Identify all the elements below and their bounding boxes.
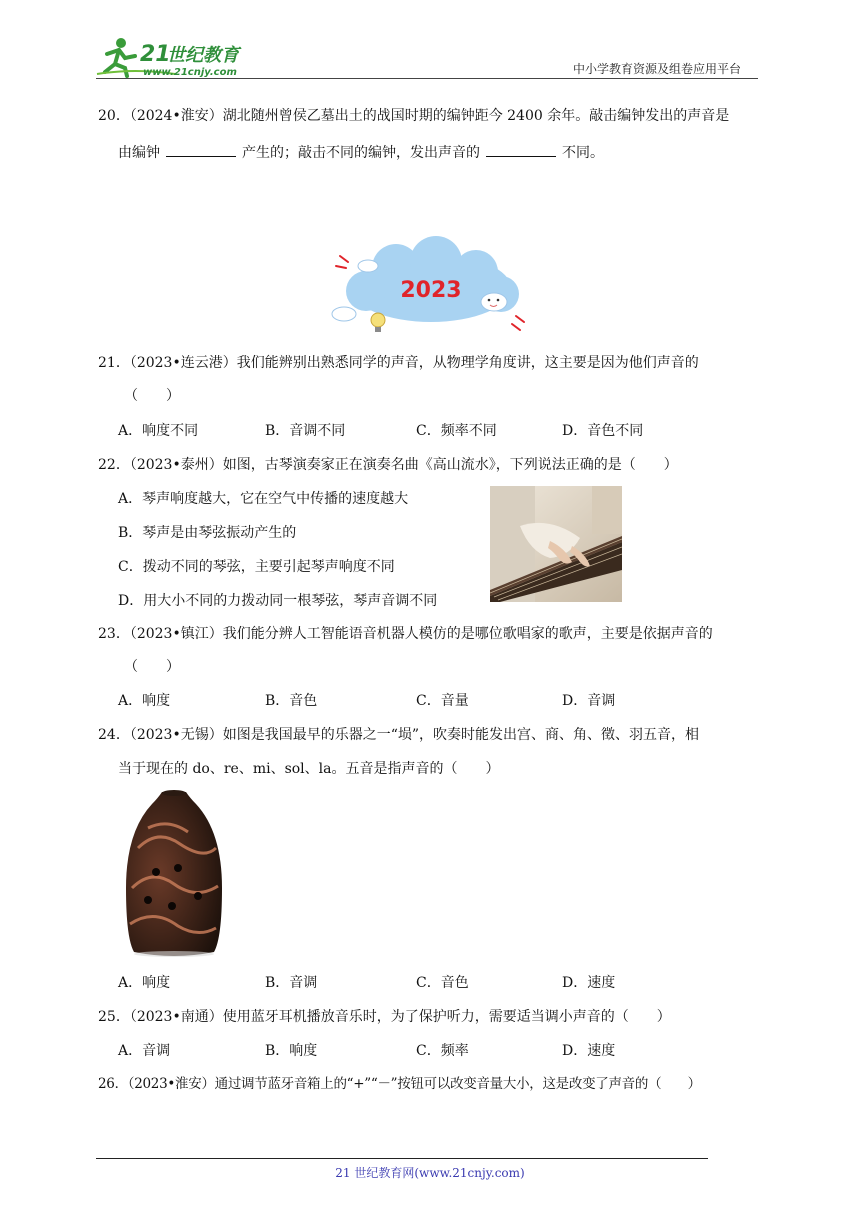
- q24-option-b[interactable]: B．音调: [265, 975, 318, 991]
- q22-option-c[interactable]: C．拨动不同的琴弦，主要引起琴声响度不同: [118, 559, 395, 575]
- question-23-line1: 23．（2023•镇江）我们能分辨人工智能语音机器人模仿的是哪位歌唱家的歌声，主要是依据声音的: [98, 626, 713, 642]
- q23-option-a[interactable]: A．响度: [118, 693, 171, 709]
- question-21-paren: （ ）: [124, 388, 180, 404]
- svg-text:www.21cnjy.com: www.21cnjy.com: [143, 67, 237, 78]
- site-logo: [95, 34, 265, 80]
- q20-text-a: 由编钟: [118, 145, 160, 161]
- xun-instrument-image: [118, 788, 230, 960]
- question-21-line1: 21．（2023•连云港）我们能辨别出熟悉同学的声音，从物理学角度讲，这主要是因为他们声音的: [98, 355, 699, 371]
- header-platform-text: 中小学教育资源及组卷应用平台: [573, 62, 742, 76]
- q23-option-c[interactable]: C．音量: [416, 693, 469, 709]
- svg-text:21: 21: [140, 42, 171, 67]
- question-24-line1: 24．（2023•无锡）如图是我国最早的乐器之一“埙”，吹奏时能发出宫、商、角、徵、羽五音，相: [98, 727, 700, 743]
- year-cloud-badge: [326, 236, 536, 336]
- q25-option-b[interactable]: B．响度: [265, 1043, 318, 1059]
- q21-option-a[interactable]: A．响度不同: [118, 423, 199, 439]
- question-20-line1: 20．（2024•淮安）湖北随州曾侯乙墓出土的战国时期的编钟距今 2400 余年。敲击编钟发出的声音是: [98, 108, 730, 124]
- question-24-line2: 当于现在的 do、re、mi、sol、la。五音是指声音的（ ）: [118, 761, 500, 777]
- q25-option-c[interactable]: C．频率: [416, 1043, 469, 1059]
- question-22-line1: 22．（2023•泰州）如图，古琴演奏家正在演奏名曲《高山流水》，下列说法正确的是（ ）: [98, 457, 678, 473]
- question-26-line1: 26．（2023•淮安）通过调节蓝牙音箱上的“+”“－”按钮可以改变音量大小，这是改变了声音的（ ）: [98, 1076, 701, 1092]
- question-23-paren: （ ）: [124, 659, 180, 675]
- q20-blank-2[interactable]: [486, 142, 556, 157]
- guqin-player-image: [490, 486, 622, 602]
- question-25-line1: 25．（2023•南通）使用蓝牙耳机播放音乐时，为了保护听力，需要适当调小声音的（ ）: [98, 1009, 671, 1025]
- q20-text-b: 产生的；敲击不同的编钟，发出声音的: [242, 145, 480, 161]
- svg-text:世纪教育: 世纪教育: [167, 45, 239, 66]
- q25-option-a[interactable]: A．音调: [118, 1043, 171, 1059]
- q21-option-c[interactable]: C．频率不同: [416, 423, 497, 439]
- q22-option-a[interactable]: A．琴声响度越大，它在空气中传播的速度越大: [118, 491, 409, 507]
- q25-option-d[interactable]: D．速度: [562, 1043, 616, 1059]
- q23-option-d[interactable]: D．音调: [562, 693, 616, 709]
- footer-divider: [96, 1158, 708, 1159]
- q21-option-b[interactable]: B．音调不同: [265, 423, 346, 439]
- q22-option-d[interactable]: D．用大小不同的力拨动同一根琴弦，琴声音调不同: [118, 593, 438, 609]
- q20-text-c: 不同。: [562, 145, 604, 161]
- question-20-line2: [118, 142, 604, 163]
- q24-option-a[interactable]: A．响度: [118, 975, 171, 991]
- year-text: 2023: [400, 278, 462, 303]
- q24-option-c[interactable]: C．音色: [416, 975, 469, 991]
- q24-option-d[interactable]: D．速度: [562, 975, 616, 991]
- q20-blank-1[interactable]: [166, 142, 236, 157]
- q21-option-d[interactable]: D．音色不同: [562, 423, 644, 439]
- q23-option-b[interactable]: B．音色: [265, 693, 318, 709]
- footer-site-link[interactable]: 21 世纪教育网(www.21cnjy.com): [335, 1166, 525, 1180]
- q22-option-b[interactable]: B．琴声是由琴弦振动产生的: [118, 525, 297, 541]
- header-divider: [96, 78, 758, 79]
